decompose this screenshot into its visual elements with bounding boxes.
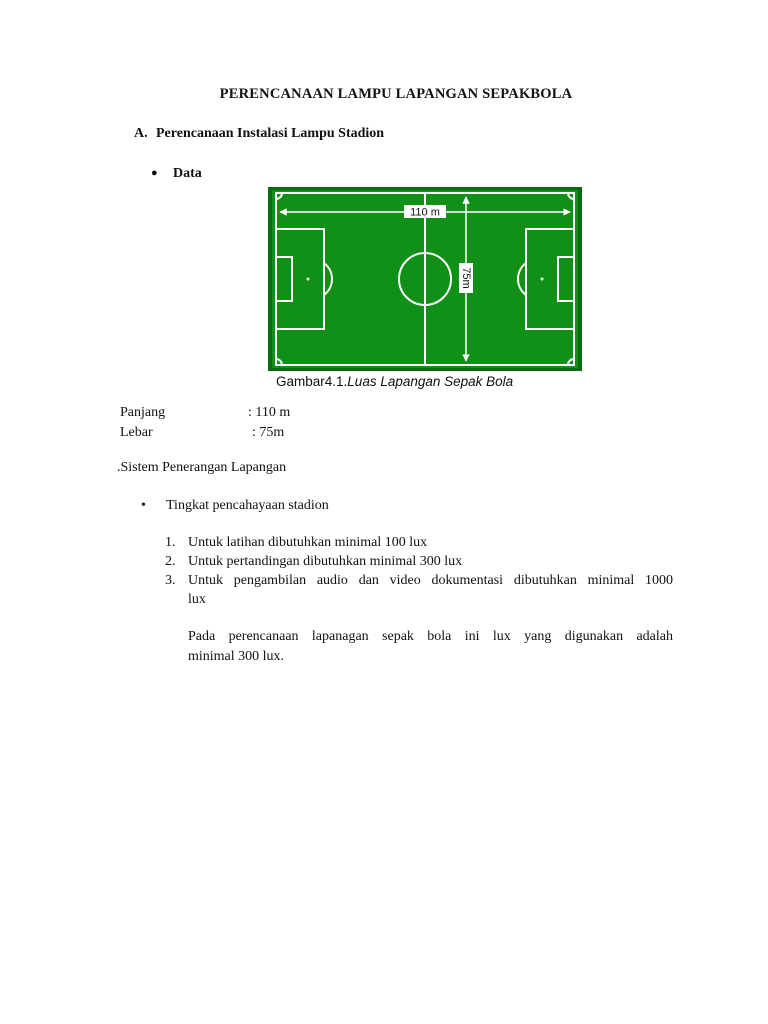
left-penalty-spot (307, 278, 310, 281)
section-heading-text: Perencanaan Instalasi Lampu Stadion (156, 126, 385, 141)
dimension-value: : 110 m (248, 405, 291, 420)
data-bullet (151, 166, 202, 182)
width-label: 75m (460, 267, 472, 289)
lighting-heading: .Sistem Penerangan Lapangan (117, 460, 287, 475)
list-number: 1. (165, 535, 176, 550)
bullet-icon: ● (151, 167, 158, 179)
bullet-icon: • (141, 498, 146, 513)
list-number: 3. (165, 573, 176, 588)
data-label: Data (173, 166, 202, 181)
list-item (165, 535, 675, 555)
list-text: Untuk latihan dibutuhkan minimal 100 lux (188, 535, 428, 550)
list-text-line1: Untuk pengambilan audio dan video dokumentasi dibutuhkan minimal 1000 (188, 573, 673, 588)
conclusion-line1: Pada perencanaan lapanagan sepak bola ini lux yang digunakan adalah (188, 629, 673, 644)
dimension-value: : 75m (252, 425, 285, 440)
length-label: 110 m (410, 206, 440, 219)
right-penalty-spot (541, 278, 544, 281)
football-field-figure (268, 187, 582, 371)
list-item (165, 554, 675, 574)
list-text-line2: lux (188, 592, 206, 607)
section-letter: A. (134, 126, 148, 141)
list-text: Untuk pertandingan dibutuhkan minimal 300 lux (188, 554, 463, 569)
lighting-bullet-text: Tingkat pencahayaan stadion (166, 498, 329, 513)
list-item (165, 573, 675, 613)
figure-caption (276, 374, 513, 389)
list-number: 2. (165, 554, 176, 569)
caption-prefix: Gambar4.1. (276, 374, 348, 389)
lighting-bullet (141, 498, 329, 514)
section-a-heading (134, 126, 384, 142)
caption-title: Luas Lapangan Sepak Bola (347, 374, 514, 389)
conclusion-line2: minimal 300 lux. (188, 649, 285, 664)
football-field-diagram (268, 187, 582, 371)
document-title: PERENCANAAN LAMPU LAPANGAN SEPAKBOLA (219, 86, 573, 102)
dimension-key: Lebar (120, 425, 153, 440)
dimension-key: Panjang (120, 405, 166, 420)
